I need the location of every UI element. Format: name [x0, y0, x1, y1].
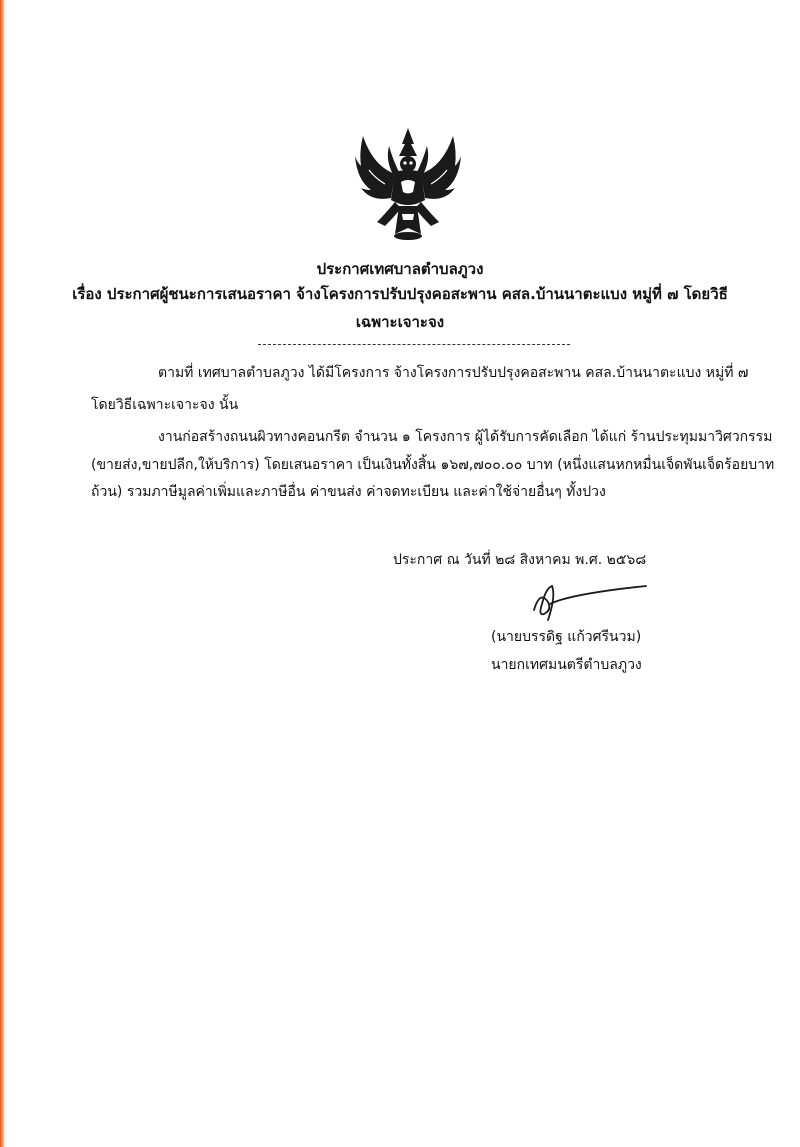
handwritten-signature: [530, 580, 650, 622]
paragraph-2-line-1: งานก่อสร้างถนนผิวทางคอนกรีต จำนวน ๑ โครงการ ผู้ได้รับการคัดเลือก ได้แก่ ร้านประทุมมาวิศวกรรม: [158, 429, 773, 445]
paragraph-2-line-2: (ขายส่ง,ขายปลีก,ให้บริการ) โดยเสนอราคา เป็นเงินทั้งสิ้น ๑๖๗,๗๐๐.๐๐ บาท (หนึ่งแสนหกหมื่นเจ็ดพันเจ็ดร้อยบาท: [91, 457, 775, 473]
paragraph-1-line-1: ตามที่ เทศบาลตำบลภูวง ได้มีโครงการ จ้างโครงการปรับปรุงคอสะพาน คสล.บ้านนาตะแบง หมู่ที่ ๗: [158, 365, 749, 381]
announcement-subject-continued: เฉพาะเจาะจง: [355, 313, 445, 331]
announcement-subject: เรื่อง ประกาศผู้ชนะการเสนอราคา จ้างโครงการปรับปรุงคอสะพาน คสล.บ้านนาตะแบง หมู่ที่ ๗ โดยวิธี: [72, 285, 728, 303]
paragraph-2-line-3: ถ้วน) รวมภาษีมูลค่าเพิ่มและภาษีอื่น ค่าขนส่ง ค่าจดทะเบียน และค่าใช้จ่ายอื่นๆ ทั้งปวง: [91, 484, 606, 500]
signer-title: นายกเทศมนตรีตำบลภูวง: [491, 657, 642, 673]
announcement-date: ประกาศ ณ วันที่ ๒๘ สิงหาคม พ.ศ. ๒๕๖๘: [393, 552, 647, 568]
header-divider: [258, 344, 570, 345]
paragraph-1-line-2: โดยวิธีเฉพาะเจาะจง นั้น: [91, 397, 239, 413]
signer-name: (นายบรรดิฐ แก้วศรีนวม): [491, 629, 642, 645]
garuda-emblem-icon: [355, 122, 461, 240]
announcement-title: ประกาศเทศบาลตำบลภูวง: [316, 260, 484, 278]
